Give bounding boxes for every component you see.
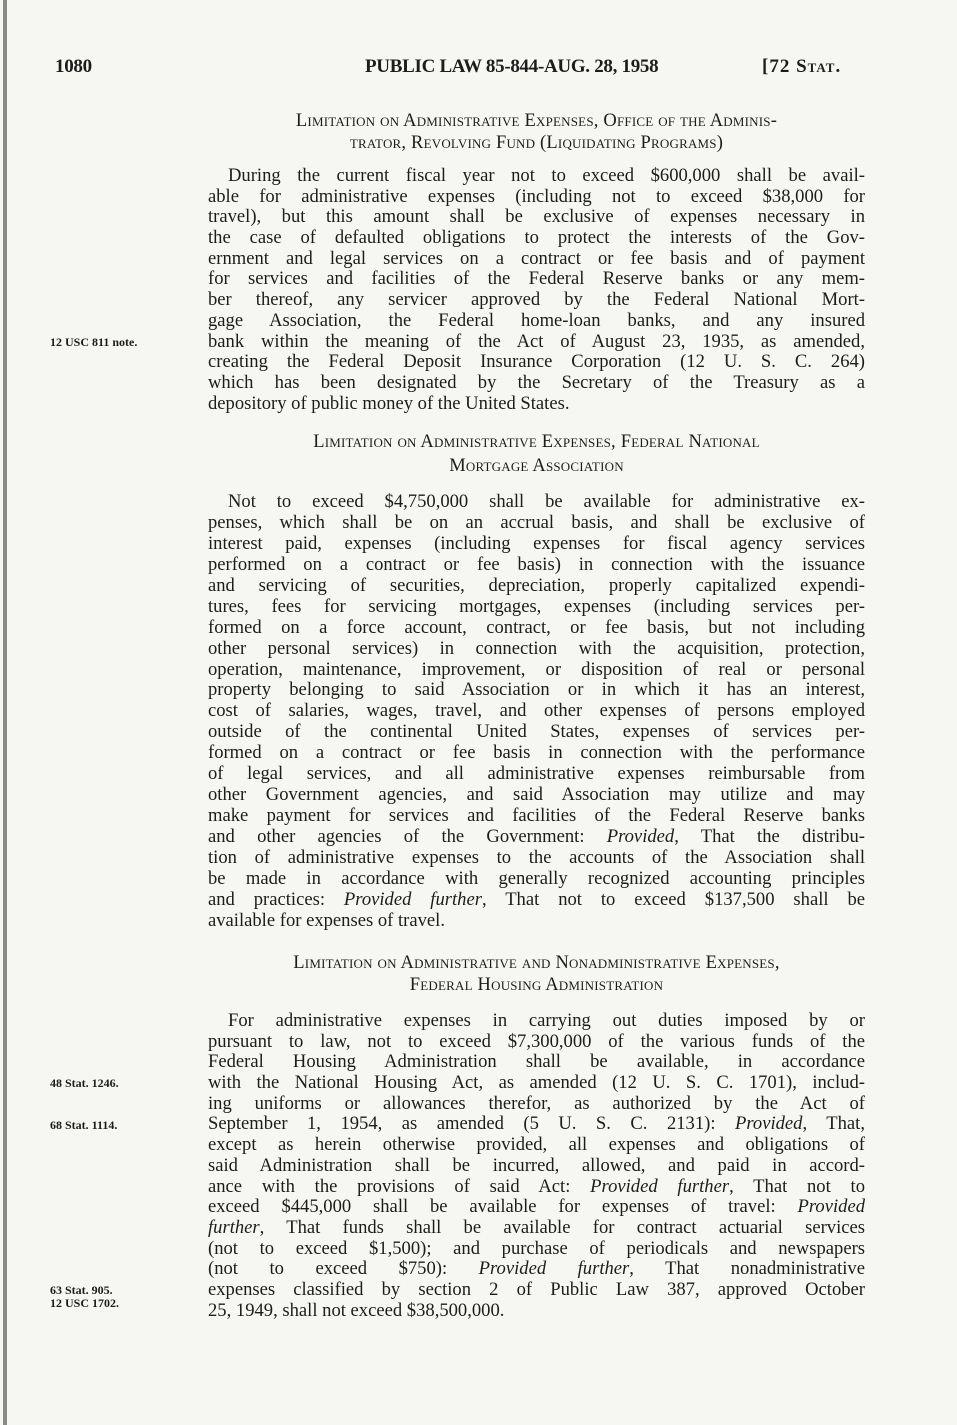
text-line: September 1, 1954, as amended (5 U. S. C. 2131): Provided, That, xyxy=(208,1113,865,1135)
text-line: ber thereof, any servicer approved by the Federal National Mort- xyxy=(208,289,865,311)
text-line: with the National Housing Act, as amended (12 U. S. C. 1701), includ- xyxy=(208,1072,865,1094)
text-line: other personal services) in connection with the acquisition, protection, xyxy=(208,637,865,659)
text-line: (not to exceed $1,500); and purchase of periodicals and newspapers xyxy=(208,1237,865,1259)
text-line: the case of defaulted obligations to protect the interests of the Gov- xyxy=(208,227,865,249)
text-line: of legal services, and all administrative expenses reimbursable from xyxy=(208,763,865,785)
text-line: depository of public money of the United States. xyxy=(208,392,570,414)
text-line: make payment for services and facilities of the Federal Reserve banks xyxy=(208,805,865,827)
text-line: formed on a force account, contract, or fee basis, but not including xyxy=(208,616,865,638)
text-line: formed on a contract or fee basis in connection with the performance xyxy=(208,742,865,764)
text-line: exceed $445,000 shall be available for expenses of travel: Provided xyxy=(208,1196,865,1218)
page-number: 1080 xyxy=(55,56,92,77)
section-body xyxy=(208,1010,866,1321)
text-line: cost of salaries, wages, travel, and other expenses of persons employed xyxy=(208,700,865,722)
text-line: Federal Housing Administration shall be available, in accordance xyxy=(208,1051,865,1073)
heading-line: Mortgage Association xyxy=(449,456,624,476)
section-heading xyxy=(208,111,865,154)
scan-page-edge xyxy=(3,0,7,1425)
text-line: tures, fees for servicing mortgages, expenses (including services per- xyxy=(208,595,865,617)
margin-note: 68 Stat. 1114. xyxy=(50,1117,118,1132)
statute-reference-text: [72 Stat. xyxy=(762,56,842,77)
heading-line: Limitation on Administrative Expenses, Federal National xyxy=(313,432,760,452)
text-line: property belonging to said Association or in which it has an interest, xyxy=(208,679,865,701)
text-line: and practices: Provided further, That not to exceed $137,500 shall be xyxy=(208,888,865,910)
margin-note: 63 Stat. 905. 12 USC 1702. xyxy=(50,1283,120,1311)
running-title: PUBLIC LAW 85-844-AUG. 28, 1958 xyxy=(365,56,659,77)
text-line: further, That funds shall be available for contract actuarial services xyxy=(208,1216,865,1238)
text-line: During the current fiscal year not to exceed $600,000 shall be avail- xyxy=(228,165,865,186)
text-line: bank within the meaning of the Act of August 23, 1935, as amended, xyxy=(208,330,865,352)
italic-text: Provided xyxy=(797,1196,865,1218)
text-line: except as herein otherwise provided, all expenses and obligations of xyxy=(208,1134,865,1156)
text-line: which has been designated by the Secretary of the Treasury as a xyxy=(208,371,865,393)
text-line: interest paid, expenses (including expenses for fiscal agency services xyxy=(208,532,865,554)
italic-text: Provided further xyxy=(590,1175,730,1197)
heading-line: Limitation on Administrative and Nonadministrative Expenses, xyxy=(293,953,780,973)
italic-text: Provided xyxy=(735,1113,803,1135)
section-body xyxy=(208,165,865,414)
text-line: and other agencies of the Government: Provided, That the distribu- xyxy=(208,826,865,847)
text-line: travel), but this amount shall be exclusive of expenses necessary in xyxy=(208,206,865,228)
italic-text: Provided further xyxy=(478,1258,630,1280)
text-line: able for administrative expenses (including not to exceed $38,000 for xyxy=(208,185,865,207)
italic-text: Provided further xyxy=(343,888,482,910)
margin-note: 12 USC 811 note. xyxy=(50,334,138,349)
text-line: For administrative expenses in carrying out duties imposed by or xyxy=(228,1010,865,1031)
text-line: Not to exceed $4,750,000 shall be available for administrative ex- xyxy=(228,491,865,512)
text-line: outside of the continental United States, expenses of services per- xyxy=(208,721,865,743)
section-heading xyxy=(208,430,865,478)
text-line: ing uniforms or allowances therefor, as authorized by the Act of xyxy=(208,1092,865,1114)
text-line: be made in accordance with generally recognized accounting principles xyxy=(208,867,865,889)
text-line: available for expenses of travel. xyxy=(208,909,445,931)
section-heading xyxy=(208,952,865,996)
text-line: (not to exceed $750): Provided further, That nonadministrative xyxy=(208,1258,865,1280)
text-line: said Administration shall be incurred, allowed, and paid in accord- xyxy=(208,1154,865,1176)
italic-text: Provided xyxy=(606,826,675,847)
text-line: tion of administrative expenses to the accounts of the Association shall xyxy=(208,846,865,868)
text-line: operation, maintenance, improvement, or disposition of real or personal xyxy=(208,658,865,680)
text-line: gage Association, the Federal home-loan banks, and any insured xyxy=(208,309,865,331)
text-line: pursuant to law, not to exceed $7,300,000 of the various funds of the xyxy=(208,1030,865,1052)
heading-line: Limitation on Administrative Expenses, Office of the Adminis- xyxy=(295,111,778,131)
margin-note: 48 Stat. 1246. xyxy=(50,1076,119,1091)
text-line: performed on a contract or fee basis) in connection with the issuance xyxy=(208,553,865,575)
text-line: 25, 1949, shall not exceed $38,500,000. xyxy=(208,1299,505,1321)
text-line: for services and facilities of the Federal Reserve banks or any mem- xyxy=(208,268,865,290)
text-line: penses, which shall be on an accrual basis, and shall be exclusive of xyxy=(208,511,865,533)
heading-line: trator, Revolving Fund (Liquidating Programs) xyxy=(349,132,724,153)
statute-reference xyxy=(762,56,841,78)
italic-text: further xyxy=(208,1216,260,1238)
heading-line: Federal Housing Administration xyxy=(409,975,664,995)
text-line: ernment and legal services on a contract or fee basis and of payment xyxy=(208,247,865,269)
text-line: ance with the provisions of said Act: Provided further, That not to xyxy=(208,1175,866,1197)
text-line: expenses classified by section 2 of Public Law 387, approved October xyxy=(208,1278,865,1300)
section-body xyxy=(208,491,865,931)
text-line: creating the Federal Deposit Insurance Corporation (12 U. S. C. 264) xyxy=(208,351,865,373)
text-line: other Government agencies, and said Association may utilize and may xyxy=(208,784,865,806)
text-line: and servicing of securities, depreciation, properly capitalized expendi- xyxy=(208,574,865,596)
